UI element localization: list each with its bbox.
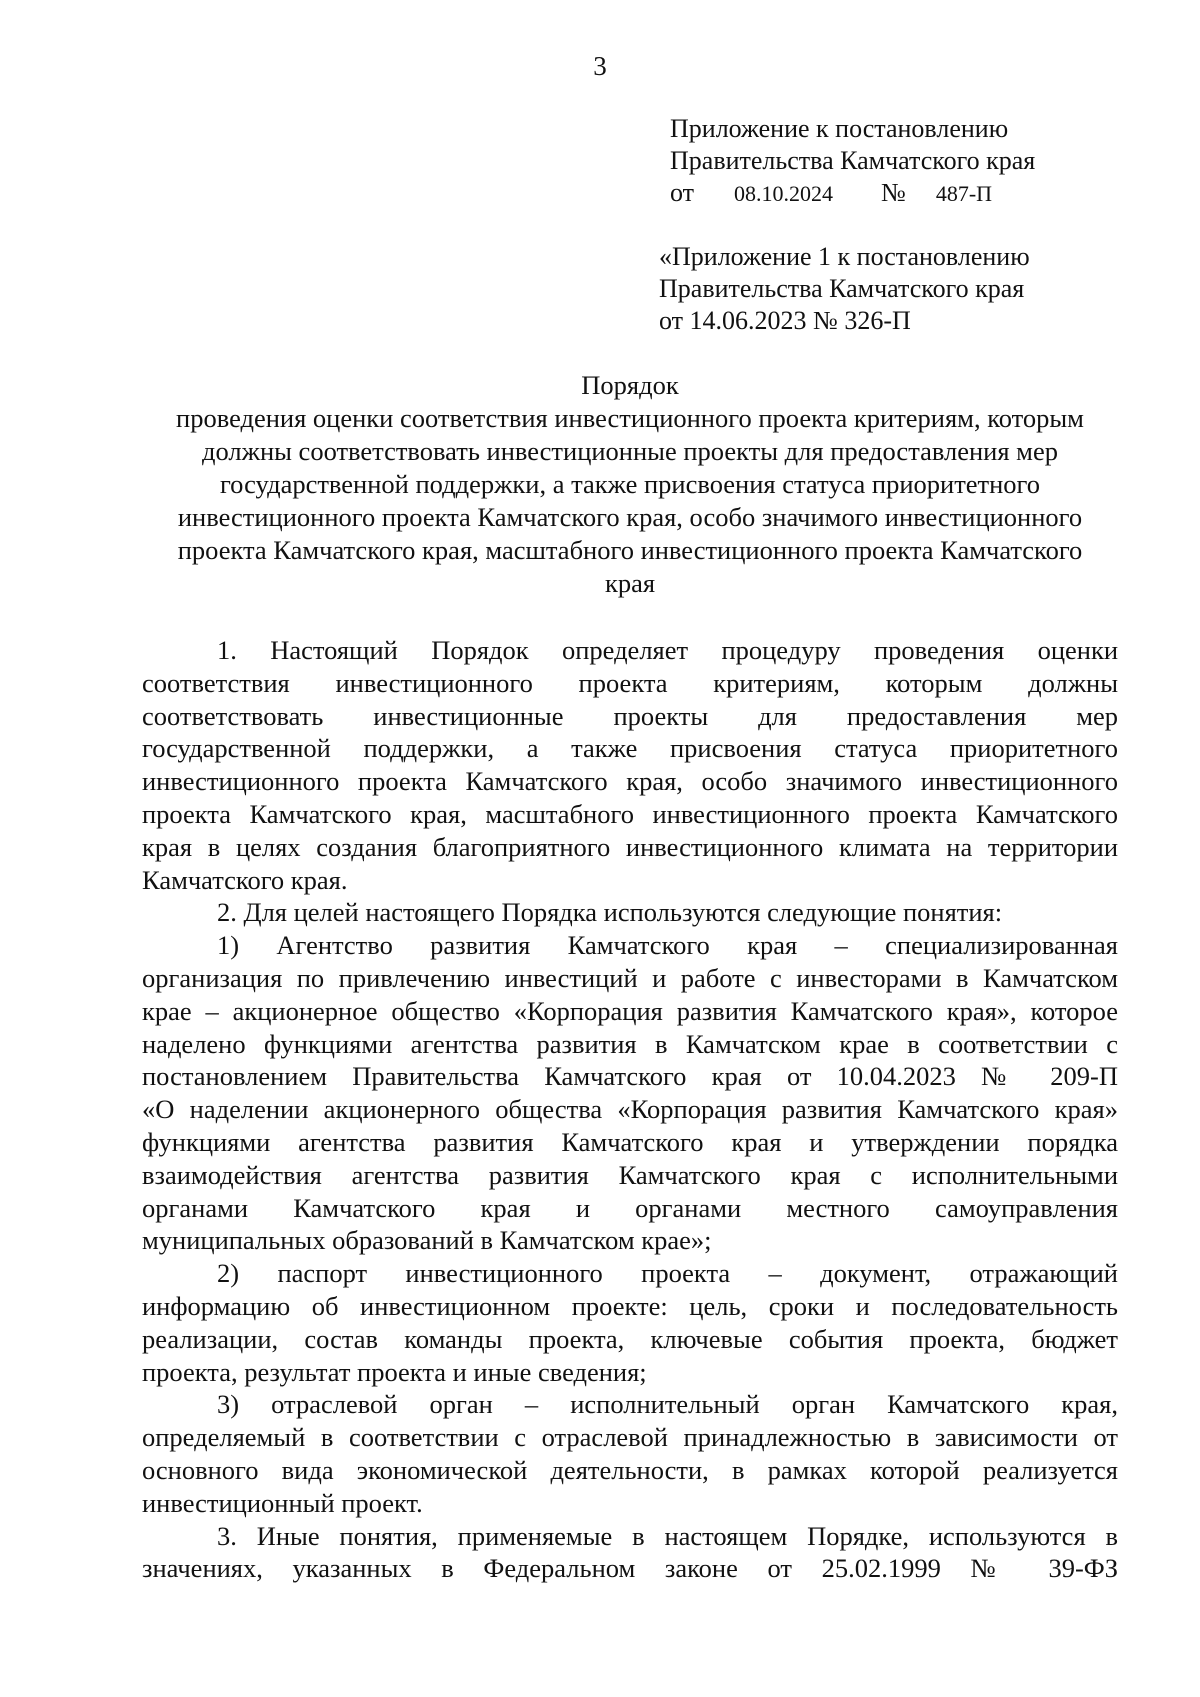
- paragraph-1-line: Камчатского края.: [142, 864, 348, 895]
- prev-appendix-line-2: Правительства Камчатского края: [659, 274, 1025, 303]
- title-line: должны соответствовать инвестиционные проекты для предоставления мер: [202, 436, 1058, 466]
- item-1-line: функциями агентства развития Камчатского края и утверждении порядка: [142, 1126, 1118, 1157]
- previous-appendix-header: [659, 241, 1030, 337]
- paragraph-1-line: края в целях создания благоприятного инвестиционного климата на территории: [142, 831, 1118, 862]
- item-3-line: определяемый в соответствии с отраслевой принадлежностью в зависимости от: [142, 1422, 1118, 1453]
- paragraph-1-line: инвестиционного проекта Камчатского края, особо значимого инвестиционного: [142, 766, 1118, 797]
- item-2-line: 2) паспорт инвестиционного проекта – документ, отражающий: [217, 1258, 1118, 1289]
- paragraph-1-line: 1. Настоящий Порядок определяет процедуру проведения оценки: [217, 635, 1118, 665]
- title-line: проекта Камчатского края, масштабного инвестиционного проекта Камчатского: [177, 535, 1083, 565]
- title-line: государственной поддержки, а также присвоения статуса приоритетного: [219, 469, 1041, 499]
- appendix-header: [670, 113, 1035, 210]
- item-2-line: реализации, состав команды проекта, ключевые события проекта, бюджет: [142, 1323, 1118, 1354]
- paragraph-3-line: 3. Иные понятия, применяемые в настоящем Порядке, используются в: [217, 1520, 1118, 1551]
- paragraph-1-line: соответствия инвестиционного проекта критериям, которым должны: [142, 667, 1118, 698]
- item-3-line: 3) отраслевой орган – исполнительный орган Камчатского края,: [217, 1389, 1118, 1420]
- appendix-date-prefix: от: [670, 178, 695, 207]
- item-1-line: взаимодействия агентства развития Камчатского края с исполнительными: [142, 1159, 1118, 1190]
- prev-appendix-line-3: от 14.06.2023 № 326-П: [659, 306, 911, 335]
- title-heading: Порядок: [581, 370, 679, 400]
- paragraph-3-line: значениях, указанных в Федеральном законе от 25.02.1999 № 39-ФЗ: [142, 1553, 1118, 1584]
- appendix-date-number-line: [670, 177, 1035, 210]
- item-3-line: инвестиционный проект.: [142, 1487, 423, 1518]
- item-1-line: органами Камчатского края и органами местного самоуправления: [142, 1192, 1118, 1223]
- page-number: 3: [593, 51, 607, 81]
- title-line: проведения оценки соответствия инвестиционного проекта критериям, которым: [176, 403, 1084, 433]
- paragraph-2-line: 2. Для целей настоящего Порядка используются следующие понятия:: [217, 897, 1003, 928]
- title-line: инвестиционного проекта Камчатского края, особо значимого инвестиционного: [177, 502, 1083, 532]
- title-line: края: [604, 568, 656, 598]
- item-2-line: информацию об инвестиционном проекте: цель, сроки и последовательность: [142, 1290, 1118, 1321]
- item-1-line: 1) Агентство развития Камчатского края – специализированная: [217, 930, 1118, 961]
- appendix-date: 08.10.2024: [734, 181, 834, 206]
- prev-appendix-line-1: «Приложение 1 к постановлению: [659, 242, 1030, 271]
- item-3-line: основного вида экономической деятельности, в рамках которой реализуется: [142, 1454, 1118, 1485]
- document-title: [142, 369, 1118, 600]
- item-1-line: муниципальных образований в Камчатском крае»;: [142, 1225, 712, 1256]
- item-1-line: организация по привлечению инвестиций и работе с инвесторами в Камчатском: [142, 962, 1118, 993]
- item-1-line: постановлением Правительства Камчатского края от 10.04.2023 № 209-П: [142, 1061, 1118, 1092]
- paragraph-1-line: проекта Камчатского края, масштабного инвестиционного проекта Камчатского: [142, 798, 1118, 829]
- item-1-line: «О наделении акционерного общества «Корпорация развития Камчатского края»: [142, 1094, 1118, 1125]
- appendix-number: 487-П: [935, 181, 993, 206]
- appendix-line-1: Приложение к постановлению: [670, 114, 1009, 143]
- appendix-number-sign: №: [881, 178, 906, 207]
- paragraph-1-line: соответствовать инвестиционные проекты для предоставления мер: [142, 700, 1118, 731]
- item-1-line: крае – акционерное общество «Корпорация развития Камчатского края», которое: [142, 995, 1118, 1026]
- item-2-line: проекта, результат проекта и иные сведения;: [142, 1356, 647, 1387]
- item-1-line: наделено функциями агентства развития в Камчатском крае в соответствии с: [142, 1028, 1118, 1059]
- document-body: [142, 634, 1118, 1585]
- paragraph-1-line: государственной поддержки, а также присвоения статуса приоритетного: [142, 733, 1118, 764]
- appendix-line-2: Правительства Камчатского края: [670, 146, 1036, 175]
